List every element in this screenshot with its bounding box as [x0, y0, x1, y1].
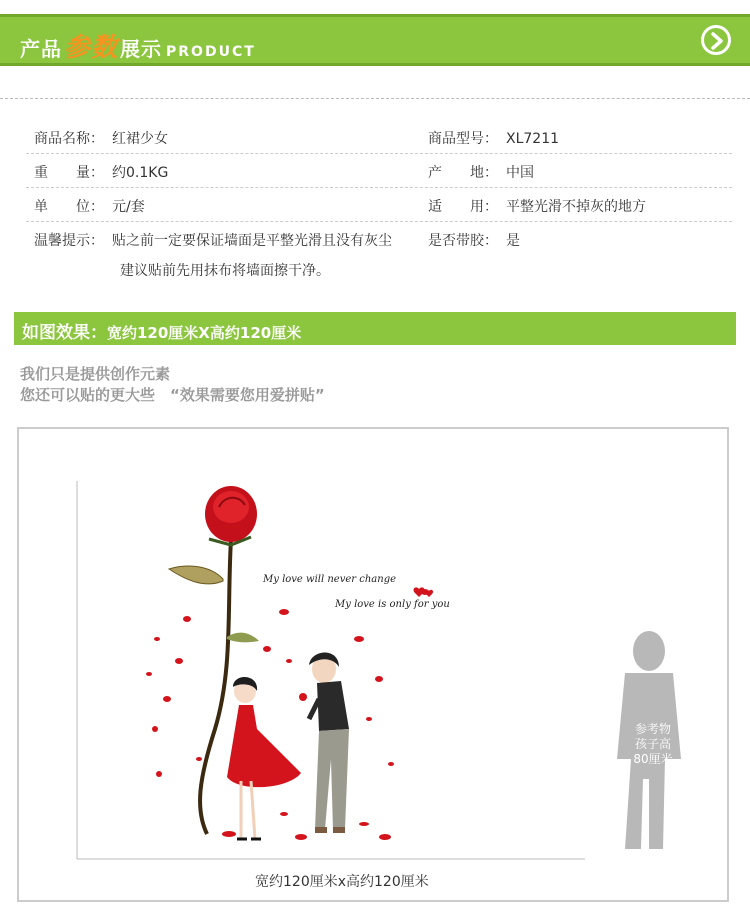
banner-title-post: 展示 [120, 37, 163, 61]
param-label: 适 用： [428, 199, 498, 215]
picture-caption: 宽约120厘米x高约120厘米 [255, 874, 429, 890]
notes [20, 364, 325, 406]
param-label: 单 位： [34, 199, 104, 215]
wall-scene-illustration [19, 429, 727, 900]
girl-figure [227, 677, 301, 839]
table-row [26, 154, 732, 188]
param-value: 中国 [506, 165, 534, 181]
param-value: 贴之前一定要保证墙面是平整光滑且没有灰尘 [112, 233, 392, 249]
table-row [26, 188, 732, 222]
reference-label-line-3: 80厘米 [633, 752, 673, 766]
params-table [26, 120, 732, 279]
petal-icons [146, 589, 429, 840]
chevron-right-circle-icon[interactable] [701, 25, 731, 55]
divider [0, 98, 750, 99]
effect-size: 宽约120厘米X高约120厘米 [107, 324, 302, 342]
love-text-1: My love will never change [263, 574, 397, 585]
reference-label-line-1: 参考物 [634, 722, 671, 736]
banner-title [20, 27, 256, 64]
param-label: 商品名称： [34, 131, 104, 147]
banner-title-en: PRODUCT [166, 44, 256, 60]
param-label: 商品型号： [428, 131, 498, 147]
param-value: 红裙少女 [112, 131, 168, 147]
param-label: 重 量： [34, 165, 104, 181]
param-value-line2: 建议贴前先用抹布将墙面擦干净。 [120, 263, 330, 279]
param-label: 温馨提示： [34, 233, 104, 249]
section-banner [0, 14, 750, 66]
product-picture [17, 427, 729, 902]
note-line-1: 我们只是提供创作元素 [20, 365, 171, 383]
banner-title-pre: 产品 [20, 37, 62, 61]
param-label: 是否带胶： [428, 233, 498, 249]
param-value: 是 [506, 233, 520, 249]
param-label: 产 地： [428, 165, 498, 181]
note-line-2: 您还可以贴的更大些 “效果需要您用爱拼贴” [20, 386, 325, 404]
rose-icon [205, 486, 257, 545]
table-row [26, 120, 732, 154]
man-figure [299, 653, 349, 834]
love-text-2: My love is only for you [335, 599, 450, 610]
effect-header [14, 312, 736, 345]
param-value: 约0.1KG [112, 165, 169, 181]
heart-icons [414, 587, 434, 597]
reference-label [627, 722, 679, 767]
table-row [26, 222, 732, 279]
reference-label-line-2: 孩子高 [634, 737, 671, 751]
param-value: 平整光滑不掉灰的地方 [506, 199, 646, 215]
effect-title: 如图效果： [22, 323, 107, 343]
param-value: XL7211 [506, 131, 560, 147]
param-value: 元/套 [112, 199, 145, 215]
banner-title-highlight: 参数 [64, 33, 119, 63]
